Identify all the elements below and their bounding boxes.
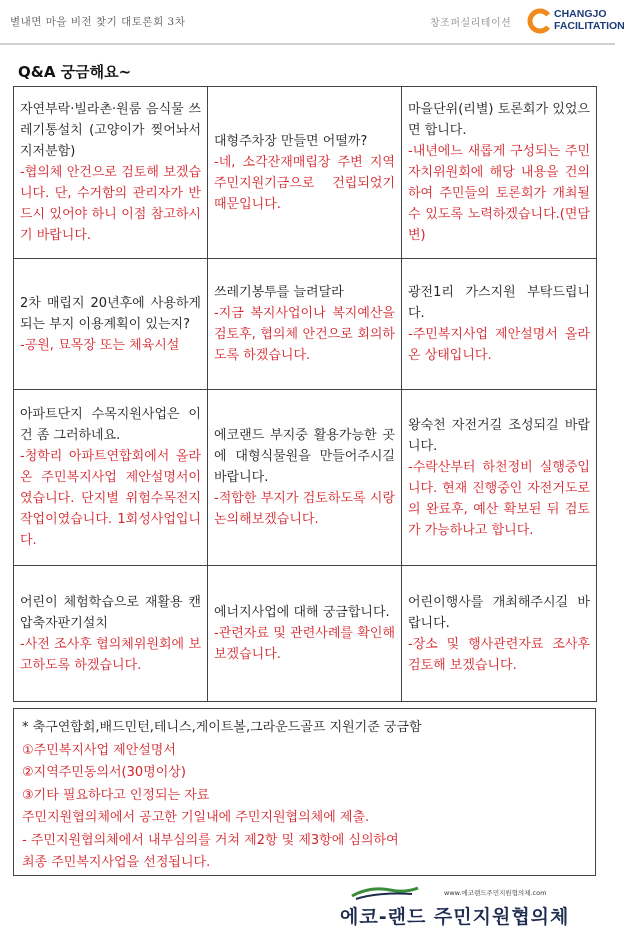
answer-text: -수락산부터 하천정비 실행중입니다. 현재 진행중인 자전거도로의 완료후, 예산 확보된 뒤 검토가 가능하나고 합니다. [408,459,590,538]
table-row [14,259,597,390]
organization-name: 에코-랜드 주민지원협의체 [340,906,570,928]
criteria-line: 최종 주민복지사업을 선정됩니다. [22,855,211,870]
question-text: 아파트단지 수목지원사업은 이건 좀 그러하네요. [20,407,201,443]
answer-text: -장소 및 행사관련자료 조사후 검토해 보겠습니다. [408,636,590,673]
answer-text: -적합한 부지가 검토하도록 시랑 논의해보겠습니다. [214,491,395,527]
answer-text: -주민복지사업 제안설명서 올라온 상태입니다. [408,327,590,363]
question-text: 어린이 체험학습으로 재활용 캔압축자판기설치 [20,594,201,631]
qa-cell [402,566,597,702]
changjo-logo [526,6,625,36]
question-text: 자연부락·빌라촌·원룸 음식물 쓰레기통설치 (고양이가 찢어놔서 지저분함) [20,102,201,159]
qa-table [13,86,597,702]
answer-text: -협의체 안건으로 검토해 보겠습니다. 단, 수거함의 관리자가 반드시 있어야 하니 이점 참고하시기 바랍니다. [20,165,201,243]
criteria-intro: * 축구연합회,배드민턴,테니스,게이트볼,그라운드골프 지원기준 궁금함 [22,720,422,735]
qa-cell [208,259,402,390]
question-text: 쓰레기봉투를 늘려달라 [214,285,344,300]
page-footer [340,884,610,930]
support-criteria-box [13,708,596,876]
question-text: 왕숙천 자전거길 조성되길 바랍니다. [408,417,590,454]
question-text: 어린이행사를 개최해주시길 바랍니다. [408,594,590,631]
question-text: 2차 매립지 20년후에 사용하게 되는 부지 이용계획이 있는지? [20,295,201,332]
answer-text: -네, 소각잔재매립장 주변 지역 주민지원기금으로 건립되었기 때문입니다. [214,154,395,212]
logo-text-line2: FACILITATION [554,20,625,32]
question-text: 대형주차장 만들면 어떨까? [214,133,368,149]
page-header [0,0,625,44]
qa-cell [14,390,208,566]
qa-cell [208,390,402,566]
criteria-item: ①주민복지사업 제안설명서 [22,742,176,758]
event-title: 별내면 마을 비전 찾기 대토론회 3차 [10,16,186,28]
answer-text: -지금 복지사업이나 복지예산을 검토후, 협의체 안건으로 회의하도록 하겠습니다. [214,306,395,363]
qa-cell [402,259,597,390]
table-row [14,566,597,702]
question-text: 마을단위(리별) 토론회가 있었으면 합니다. [408,102,590,138]
qa-cell [208,566,402,702]
qa-cell [402,390,597,566]
answer-text: -내년에느 새롭게 구성되는 주민자치위원회에 해당 내용을 건의하여 주민들의 토론회가 개최될수 있도록 노력하겠습니다.(면담변) [408,144,590,243]
answer-text: -청학리 아파트연합회에서 올라온 주민복지사업 제안설명서이였습니다. 단지별 위험수목전지작업이였습니다. 1회성사업입니다. [20,449,201,548]
qa-cell [14,259,208,390]
answer-text: -사전 조사후 협의체위원회에 보고하도록 하겠습니다. [20,636,201,673]
header-divider [0,43,615,45]
table-row [14,87,597,259]
question-text: 광전1리 가스지원 부탁드립니다. [408,285,590,321]
qa-cell [14,87,208,259]
criteria-item: ②지역주민동의서(30명이상) [22,765,186,780]
qa-cell [208,87,402,259]
logo-mark-icon [526,8,552,34]
footer-url: www.에코랜드주민지원협의체.com [444,889,547,897]
logo-text-line1: CHANGJO [554,8,607,20]
question-text: 에너지사업에 대해 궁금합니다. [214,605,390,620]
qa-cell [402,87,597,259]
table-row [14,390,597,566]
question-text: 에코랜드 부지중 활용가능한 곳에 대형식물원을 만들어주시길 바랍니다. [214,428,395,485]
section-title: Q&A 궁금해요~ [18,63,132,81]
answer-text: -관련자료 및 관련사례를 확인해보겠습니다. [214,626,395,662]
criteria-line: 주민지원협의체에서 공고한 기일내에 주민지원협의체에 제출. [22,810,370,825]
criteria-item: ③기타 필요하다고 인정되는 자료 [22,787,210,803]
criteria-line: - 주민지원협의체에서 내부심의를 거쳐 제2항 및 제3항에 심의하여 [22,832,399,848]
logo-text [554,8,625,32]
organizer-name: 창조퍼실리테이션 [430,18,512,29]
ecoland-emblem-icon [350,884,420,902]
qa-cell [14,566,208,702]
answer-text: -공원, 묘목장 또는 체육시설 [20,337,180,353]
